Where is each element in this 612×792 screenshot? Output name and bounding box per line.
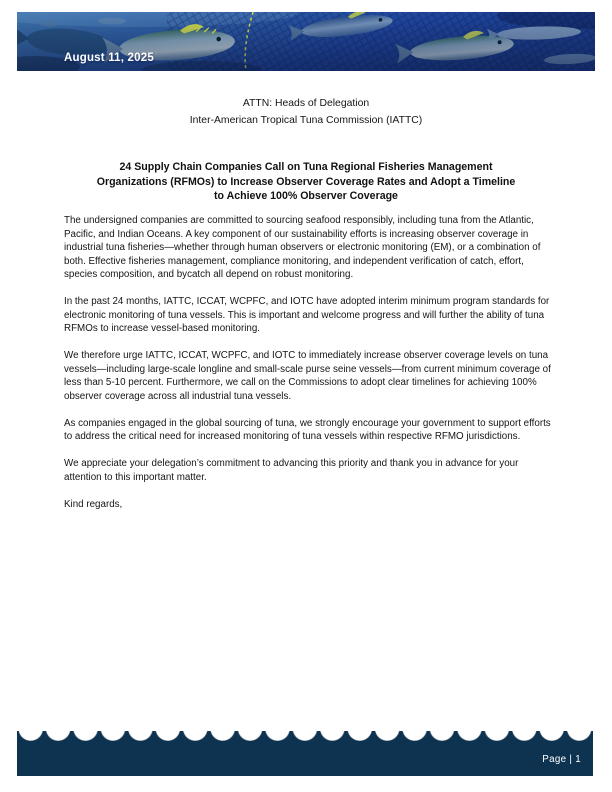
letter-body: [64, 214, 554, 511]
footer-band: [17, 743, 593, 776]
title-line: 24 Supply Chain Companies Call on Tuna Regional Fisheries Management: [119, 161, 493, 173]
paragraph-urge: We therefore urge IATTC, ICCAT, WCPFC, and IOTC to immediately increase observer coverage levels on tuna vessels—including large-scale longline and small-scale purse seine vessels—from current minimum coverage of less than 5-10 percent. Furthermore, we call on the Commissions to adopt clear timelines for achieving 100% observer coverage across all industrial tuna vessels.: [64, 350, 551, 402]
page-footer: [17, 731, 593, 776]
letter-title: [0, 160, 612, 204]
title-line: Organizations (RFMOs) to Increase Observer Coverage Rates and Adopt a Timeline: [96, 175, 516, 188]
letter-date: August 11, 2025: [64, 52, 154, 64]
recipient-line-org: Inter-American Tropical Tuna Commission (IATTC): [189, 114, 423, 126]
paragraph-thanks: We appreciate your delegation’s commitment to advancing this priority and thank you in advance for your attention to this important matter.: [64, 458, 519, 483]
paragraph-progress: In the past 24 months, IATTC, ICCAT, WCPFC, and IOTC have adopted interim minimum program standards for electronic monitoring of tuna vessels. This is important and welcome progress and will further the ability of tuna RFMOs to increase vessel-based monitoring.: [64, 296, 550, 334]
recipient-line-attn: ATTN: Heads of Delegation: [242, 98, 370, 109]
paragraph-government: As companies engaged in the global sourcing of tuna, we strongly encourage your government to support efforts to address the critical need for increased monitoring of tuna vessels within respective RFMO jurisdictions.: [64, 417, 551, 442]
wave-border: [17, 731, 593, 743]
title-line: to Achieve 100% Observer Coverage: [214, 190, 398, 203]
header-photo-banner: [17, 12, 595, 71]
paragraph-commitment: The undersigned companies are committed to sourcing seafood responsibly, including tuna from the Atlantic, Pacific, and Indian Oceans. A key component of our sustainability efforts is increasing observer coverage in industrial tuna fisheries—whether through human observers or electronic monitoring (EM), or a combination of both. Effective fisheries management, compliance monitoring, and independent verification of catch, effort, species composition, and bycatch all depend on robust monitoring.: [64, 215, 541, 280]
closing-salutation: Kind regards,: [64, 498, 123, 510]
recipient-block: [0, 96, 612, 129]
page-number: Page | 1: [542, 754, 581, 765]
